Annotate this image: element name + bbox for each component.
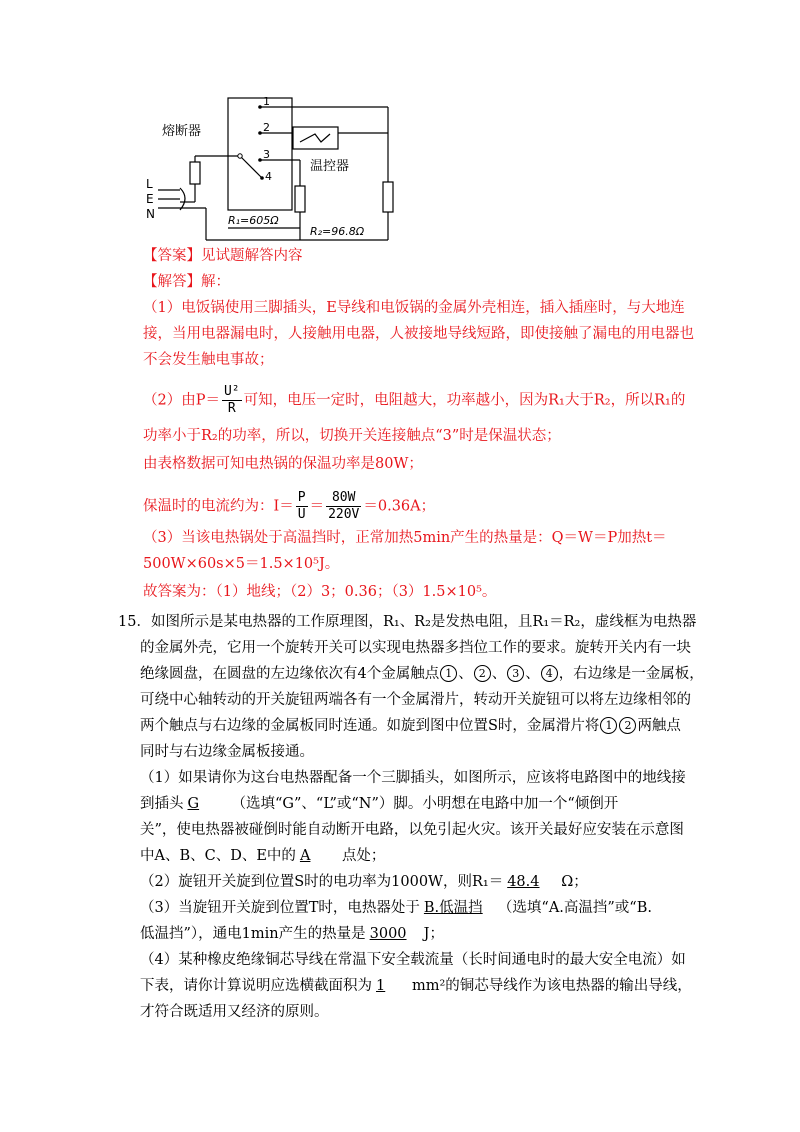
plug <box>180 188 185 210</box>
s1-line4-a: 中A、B、C、D、E中的 <box>140 848 296 864</box>
answer-blank-gear: B.低温挡 <box>423 900 483 916</box>
s4-line3: 才符合既适用又经济的原则。 <box>140 1004 329 1020</box>
p1-line1: （1）电饭锅使用三脚插头，E导线和电饭锅的金属外壳相连，插入插座时，与大地连 <box>143 300 685 316</box>
s3-line1 <box>140 898 652 918</box>
p2-line3: 由表格数据可知电热锅的保温功率是80W； <box>143 456 423 472</box>
contact-circle-3: 3 <box>507 665 524 682</box>
s1-line4 <box>140 846 385 866</box>
answer-line: 【答案】见试题解答内容 <box>143 248 303 264</box>
s3-line1-a: （3）当旋钮开关旋到位置T时，电热器处于 <box>140 900 420 916</box>
plug-label-l: L <box>146 177 153 191</box>
s4-line2-a: 下表，请你计算说明应选横截面积为 <box>140 978 372 994</box>
r2-resistor <box>383 182 393 212</box>
contact-circle-2b: 2 <box>619 717 636 734</box>
q15-line3: 绝缘圆盘，在圆盘的左边缘依次有4个金属触点 1 、 2 、 3 、 4 ，右边缘是一金属板， <box>140 666 704 682</box>
s3-line1-b: （选填“A.高温挡”或“B. <box>497 900 652 916</box>
q15-line4: 可绕中心轴转动的开关旋钮两端各有一个金属滑片，转动开关旋钮可以将左边缘相邻的 <box>140 692 691 708</box>
contact-circle-4: 4 <box>541 665 558 682</box>
contact-circle-1b: 1 <box>600 717 617 734</box>
s1-line2 <box>140 794 618 814</box>
r2-label: R₂=96.8Ω <box>310 225 365 238</box>
s1-line2-b: （选填“G”、“L”或“N”）脚。小明想在电路中加一个“倾倒开 <box>231 796 619 812</box>
q15-line5-b: 两触点 <box>637 718 681 734</box>
s2-line <box>140 872 588 892</box>
contact-label-3: 3 <box>263 148 270 161</box>
p1-line3: 不会发生触电事故； <box>143 352 274 368</box>
p1-line2: 接，当用电器漏电时，人接触用电器，人被接地导线短路，即使接触了漏电的用电器也 <box>143 326 694 342</box>
q15-line3-b: ，右边缘是一金属板， <box>558 666 704 682</box>
p3-line2: 500W×60s×5＝1.5×10⁵J。 <box>143 556 340 572</box>
s1-line4-b: 点处； <box>341 848 386 864</box>
s1-line2-a: 到插头 <box>140 796 184 812</box>
frac2-den: 220V <box>328 507 360 522</box>
contact-label-2: 2 <box>263 121 270 134</box>
power-formula <box>222 384 242 417</box>
switch-box <box>228 98 292 210</box>
r1-resistor <box>295 186 305 212</box>
p2-line4: 保温时的电流约为：I＝ $\frac{P}{U}$ ＝ $\frac{80W}{220V}$ ＝0.36A； <box>143 490 436 522</box>
p2-start: （2）由P＝ <box>143 392 220 409</box>
fuse <box>190 162 200 184</box>
q15-line1: 15．如图所示是某电热器的工作原理图，R₁、R₂是发热电阻，且R₁＝R₂，虚线框为电热器 <box>118 614 697 630</box>
formula-numerator: U² <box>223 384 240 399</box>
plug-label-e: E <box>146 192 154 206</box>
current-fraction-1 <box>296 490 308 523</box>
contact-label-4: 4 <box>265 170 272 183</box>
s3-line2-a: 低温挡”），通电1min产生的热量是 <box>140 926 366 942</box>
thermostat-box <box>293 127 338 149</box>
q15-line6: 同时与右边缘金属板接通。 <box>140 744 314 760</box>
s2-b: Ω； <box>561 874 588 890</box>
fuse-label: 熔断器 <box>162 124 202 139</box>
answer-blank-r1: 48.4 <box>507 874 540 890</box>
answer-blank-heat: 3000 <box>369 926 407 942</box>
s3-line2 <box>140 924 444 944</box>
s1-line1: （1）如果请你为这台电热器配备一个三脚插头，如图所示，应该将电路图中的地线接 <box>140 770 686 786</box>
r1-label: R₁=605Ω <box>228 214 279 227</box>
p3-line1: （3）当该电热锅处于高温挡时，正常加热5min产生的热量是：Q＝W＝P加热t＝ <box>143 530 667 546</box>
thermostat-label: 温控器 <box>310 159 350 174</box>
p2-l4-start: 保温时的电流约为：I＝ <box>143 498 294 515</box>
summary-line: 故答案为：（1）地线；（2）3；0.36；（3）1.5×10⁵。 <box>143 584 497 600</box>
s2-a: （2）旋钮开关旋到位置S时的电功率为1000W，则R₁＝ <box>140 874 504 890</box>
answer-blank-area: 1 <box>376 978 386 994</box>
answer-blank-point: A <box>299 848 311 864</box>
p2-line1 <box>143 384 685 417</box>
p2-l4-end: ＝0.36A； <box>363 498 436 515</box>
frac1-num: P <box>297 490 306 505</box>
s4-line2 <box>140 976 692 996</box>
s3-line2-b: J； <box>423 926 444 942</box>
formula-denominator: R <box>227 401 236 416</box>
s4-line2-b: mm²的铜芯导线作为该电热器的输出导线， <box>412 978 692 994</box>
q15-line5 <box>140 716 681 736</box>
p2-mid: 可知，电压一定时，电阻越大，功率越小，因为R₁大于R₂，所以R₁的 <box>243 392 686 409</box>
frac1-den: U <box>297 507 306 522</box>
plug-label-n: N <box>146 207 155 221</box>
contact-circle-1: 1 <box>440 665 457 682</box>
s4-line1: （4）某种橡皮绝缘铜芯导线在常温下安全载流量（长时间通电时的最大安全电流）如 <box>140 952 686 968</box>
q15-line3-a: 绝缘圆盘，在圆盘的左边缘依次有4个金属触点 <box>140 666 440 682</box>
solution-heading: 【解答】解： <box>143 274 230 290</box>
current-fraction-2 <box>326 490 361 523</box>
contact-label-1: 1 <box>263 95 270 108</box>
p2-line2: 功率小于R₂的功率，所以，切换开关连接触点“3”时是保温状态； <box>143 428 561 444</box>
contact-circle-2: 2 <box>474 665 491 682</box>
answer-blank-plug: G <box>187 796 200 812</box>
q15-line5-a: 两个触点与右边缘的金属板同时连通。如旋到图中位置S时，金属滑片将 <box>140 718 600 734</box>
frac2-num: 80W <box>326 490 361 507</box>
circuit-diagram <box>140 90 410 250</box>
s1-line3: 关”，使电热器被碰倒时能自动断开电路，以免引起火灾。该开关最好应安装在示意图 <box>140 822 684 838</box>
q15-line2: 的金属外壳，它用一个旋转开关可以实现电热器多挡位工作的要求。旋转开关内有一块 <box>140 640 691 656</box>
